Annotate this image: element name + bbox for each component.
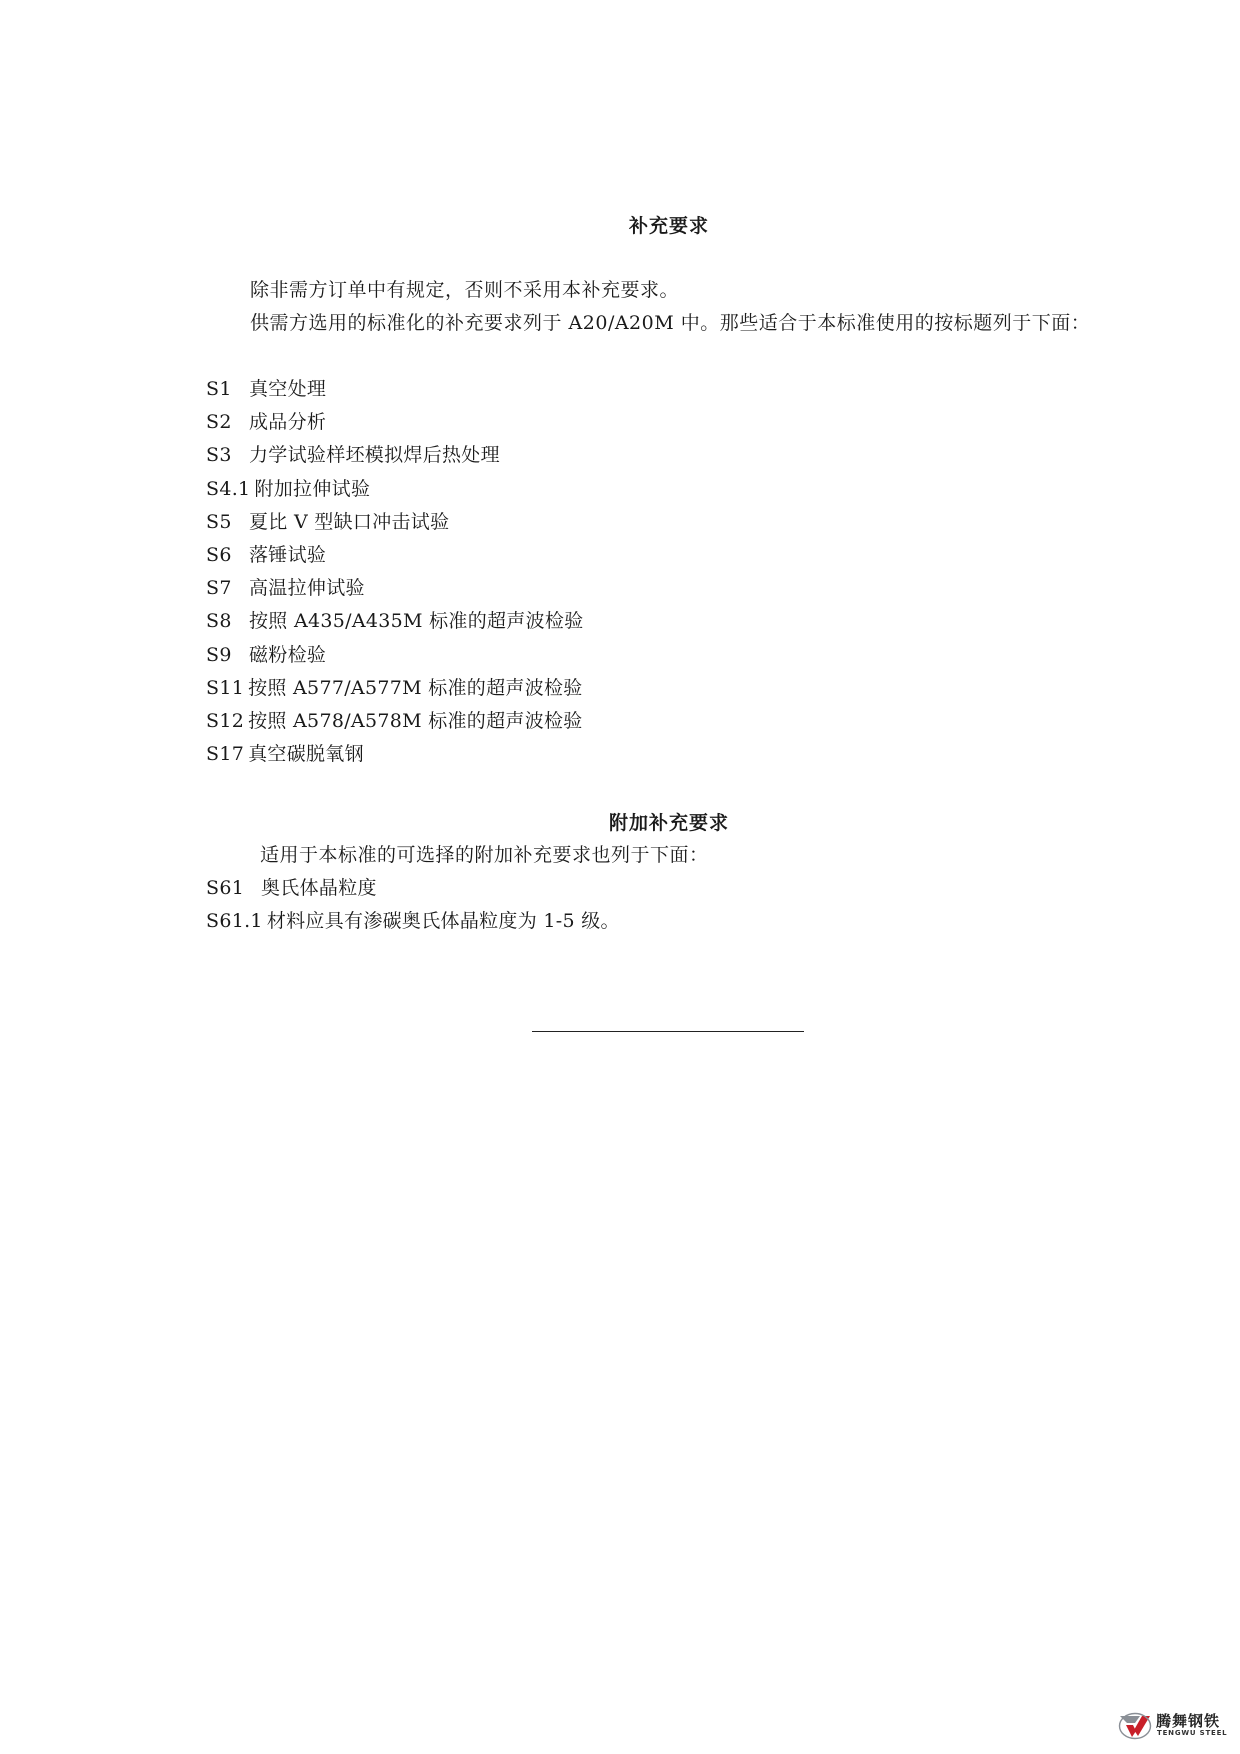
item-code: S6 [206, 543, 232, 566]
item-code: S4.1 [206, 477, 251, 500]
item-code: S61 [206, 877, 245, 899]
item-text: 材料应具有渗碳奥氏体晶粒度为 1-5 级。 [266, 910, 620, 933]
item-text: 附加拉伸试验 [254, 477, 371, 500]
list-item [206, 705, 584, 738]
item-text: 力学试验样坯模拟焊后热处理 [249, 444, 500, 467]
list-item [206, 738, 584, 771]
item-code: S2 [206, 411, 232, 434]
item-code: S11 [206, 676, 245, 699]
list-item [206, 439, 584, 472]
item-text: 真空碳脱氧钢 [248, 743, 364, 766]
item-code: S1 [206, 378, 232, 400]
list-item [206, 373, 584, 406]
item-code: S12 [206, 709, 245, 732]
logo-name-cn: 腾舞钢铁 [1156, 1712, 1221, 1730]
section-heading-extra: 附加补充要求 [608, 812, 729, 834]
item-code: S3 [206, 444, 232, 467]
item-code: S9 [206, 643, 232, 666]
list-item [206, 406, 584, 439]
list-item [206, 639, 584, 672]
logo-name-en: TENGWU STEEL [1157, 1729, 1228, 1737]
item-code: S8 [206, 610, 232, 633]
list-item [206, 672, 584, 705]
item-code: S5 [206, 510, 232, 533]
list-item [206, 905, 620, 938]
item-text: 真空处理 [249, 378, 327, 400]
intro-paragraph-1: 除非需方订单中有规定，否则不采用本补充要求。 [250, 279, 680, 301]
list-item [206, 539, 584, 572]
intro-paragraph-2: 供需方选用的标准化的补充要求列于 A20/A20M 中。那些适合于本标准使用的按标题列于下面： [250, 312, 1091, 334]
item-code: S7 [206, 577, 232, 600]
item-text: 成品分析 [249, 411, 327, 434]
tengwu-logo-icon [1118, 1710, 1152, 1740]
requirements-list [206, 373, 584, 771]
item-text: 落锤试验 [249, 543, 327, 566]
section-heading: 补充要求 [628, 215, 709, 237]
list-item [206, 572, 584, 605]
item-text: 夏比 V 型缺口冲击试验 [249, 510, 450, 533]
item-text: 磁粉检验 [249, 643, 327, 666]
item-text: 按照 A577/A577M 标准的超声波检验 [248, 676, 583, 699]
item-text: 按照 A578/A578M 标准的超声波检验 [248, 709, 583, 732]
extra-requirements-list [206, 872, 620, 938]
item-text: 奥氏体晶粒度 [261, 877, 377, 899]
list-item [206, 473, 584, 506]
list-item [206, 872, 620, 905]
item-text: 按照 A435/A435M 标准的超声波检验 [249, 610, 584, 633]
end-divider [532, 1031, 804, 1032]
extra-intro-paragraph: 适用于本标准的可选择的附加补充要求也列于下面： [260, 844, 709, 866]
list-item [206, 506, 584, 539]
company-logo [1118, 1706, 1230, 1746]
list-item [206, 605, 584, 638]
item-text: 高温拉伸试验 [249, 577, 365, 600]
item-code: S17 [206, 743, 245, 766]
item-code: S61.1 [206, 910, 263, 933]
